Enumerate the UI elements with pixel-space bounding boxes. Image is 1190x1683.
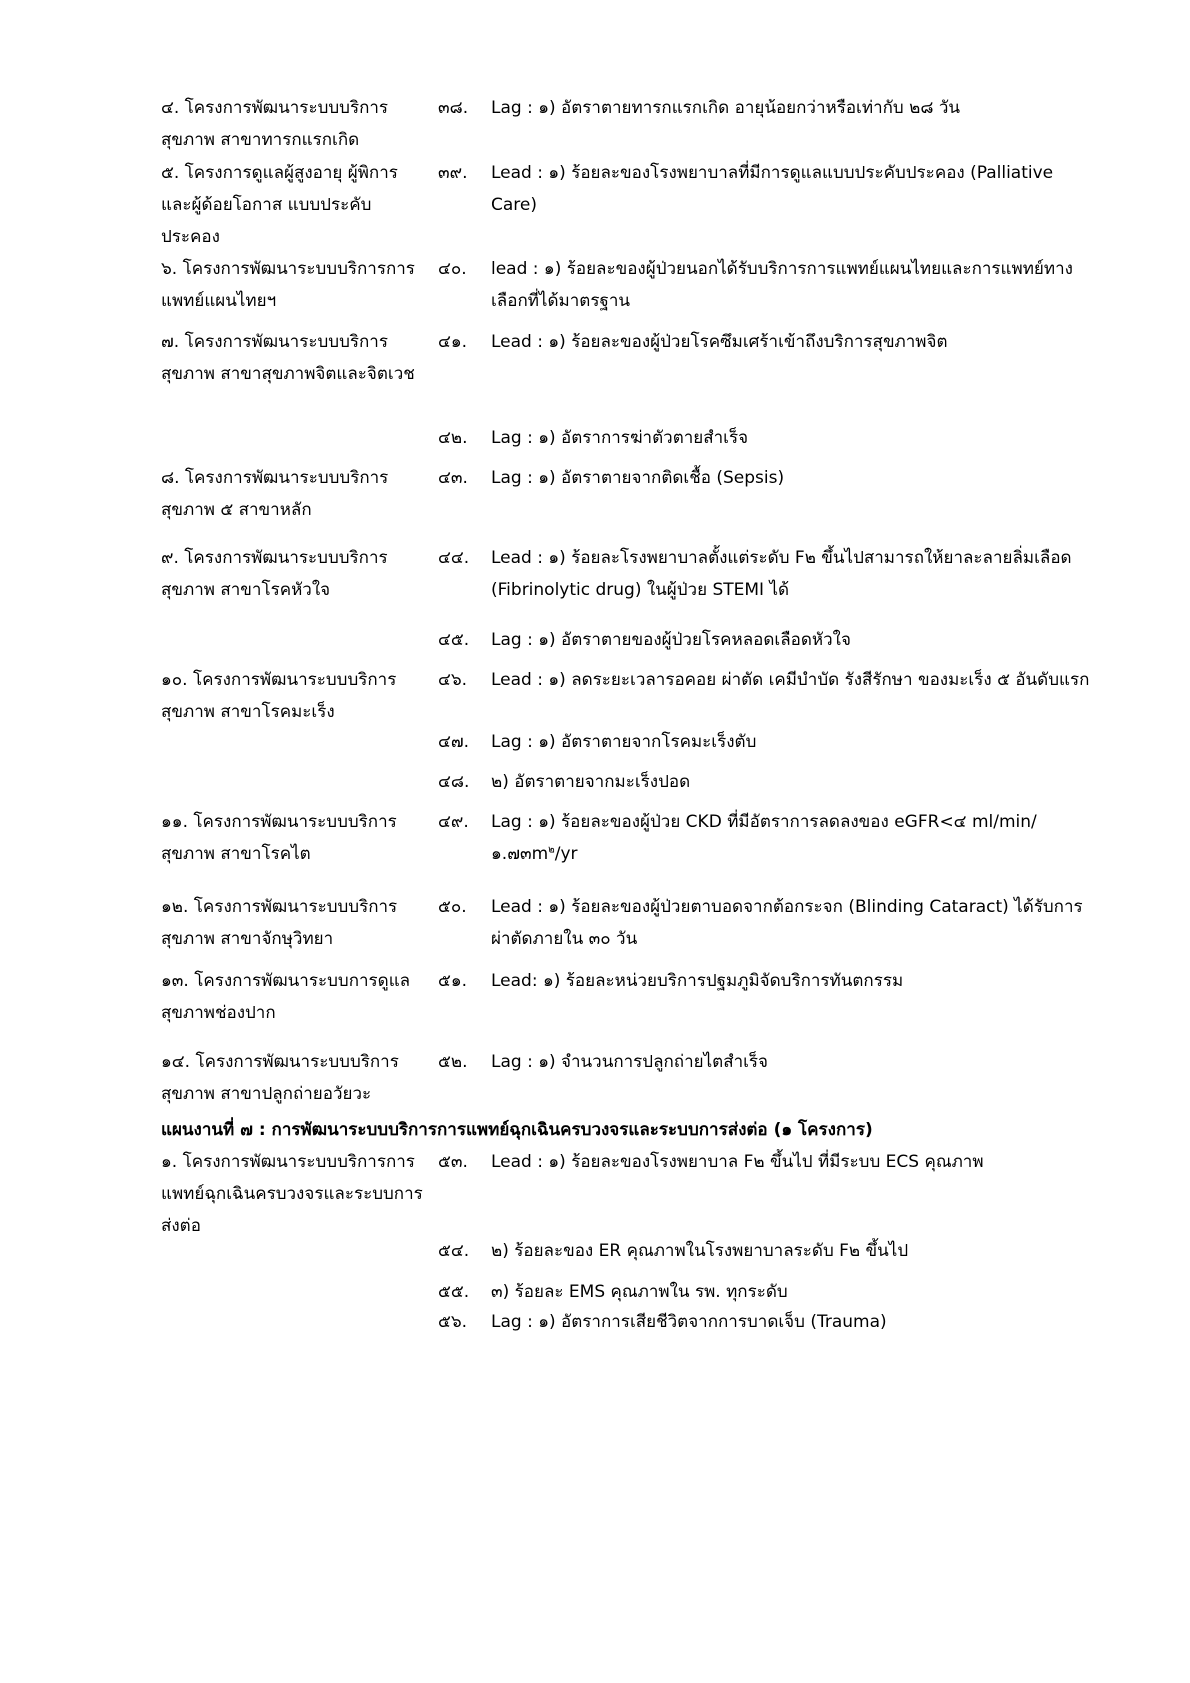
indicator-number: ๔๗. — [438, 732, 470, 752]
indicator-text: Lag : ๑) อัตราการเสียชีวิตจากการบาดเจ็บ (Trauma) — [491, 1312, 887, 1332]
indicator-number: ๔๒. — [438, 428, 468, 448]
indicator-text: ๒) ร้อยละของ ER คุณภาพในโรงพยาบาลระดับ F๒ ขึ้นไป — [491, 1241, 909, 1261]
project-label: ๕. โครงการดูแลผู้สูงอายุ ผู้พิการและผู้ด้อยโอกาส แบบประคับประคอง — [161, 163, 398, 247]
indicator-text: Lead : ๑) ร้อยละของผู้ป่วยตาบอดจากต้อกระจก (Blinding Cataract) ได้รับการผ่าตัดภายใน ๓๐ วัน — [491, 897, 1083, 949]
indicator-text: Lead : ๑) ลดระยะเวลารอคอย ผ่าตัด เคมีบำบัด รังสีรักษา ของมะเร็ง ๕ อันดับแรก — [491, 670, 1090, 690]
indicator-text-main: Lag : ๑) ร้อยละของผู้ป่วย CKD ที่มีอัตราการลดลงของ eGFR<๔ ml/min/๑.๗๓m — [491, 812, 1037, 864]
indicator-text: Lag : ๑) อัตราการฆ่าตัวตายสำเร็จ — [491, 428, 749, 448]
indicator-number: ๔๖. — [438, 670, 468, 690]
indicator-number: ๓๘. — [438, 98, 469, 118]
indicator-text: Lag : ๑) อัตราตายทารกแรกเกิด อายุน้อยกว่าหรือเท่ากับ ๒๘ วัน — [491, 98, 961, 118]
project-label: ๗. โครงการพัฒนาระบบบริการสุขภาพ สาขาสุขภาพจิตและจิตเวช — [161, 332, 415, 384]
indicator-number: ๓๙. — [438, 163, 468, 183]
indicator-text: ๓) ร้อยละ EMS คุณภาพใน รพ. ทุกระดับ — [491, 1282, 788, 1302]
project-label: ๔. โครงการพัฒนาระบบบริการสุขภาพ สาขาทารกแรกเกิด — [161, 98, 389, 150]
indicator-text: ๒) อัตราตายจากมะเร็งปอด — [491, 772, 691, 792]
plan-heading: แผนงานที่ ๗ : การพัฒนาระบบบริการการแพทย์ฉุกเฉินครบวงจรและระบบการส่งต่อ (๑ โครงการ) — [161, 1120, 873, 1140]
indicator-text: Lead: ๑) ร้อยละหน่วยบริการปฐมภูมิจัดบริการทันตกรรม — [491, 971, 904, 991]
indicator-number: ๕๖. — [438, 1312, 468, 1332]
indicator-number: ๔๑. — [438, 332, 468, 352]
superscript: ๒ — [548, 844, 555, 856]
indicator-text: Lag : ๑) อัตราตายของผู้ป่วยโรคหลอดเลือดหัวใจ — [491, 630, 851, 650]
project-label: ๑๔. โครงการพัฒนาระบบบริการสุขภาพ สาขาปลูกถ่ายอวัยวะ — [161, 1052, 399, 1104]
indicator-text: Lead : ๑) ร้อยละของโรงพยาบาล F๒ ขึ้นไป ที่มีระบบ ECS คุณภาพ — [491, 1152, 984, 1172]
project-label: ๑๒. โครงการพัฒนาระบบบริการสุขภาพ สาขาจักษุวิทยา — [161, 897, 398, 949]
project-label: ๑๐. โครงการพัฒนาระบบบริการสุขภาพ สาขาโรคมะเร็ง — [161, 670, 397, 722]
indicator-number: ๕๐. — [438, 897, 467, 917]
project-label: ๙. โครงการพัฒนาระบบบริการสุขภาพ สาขาโรคหัวใจ — [161, 548, 388, 600]
indicator-number: ๕๒. — [438, 1052, 468, 1072]
project-label: ๑๓. โครงการพัฒนาระบบการดูแลสุขภาพช่องปาก — [161, 971, 411, 1023]
indicator-text: Lead : ๑) ร้อยละโรงพยาบาลตั้งแต่ระดับ F๒ ขึ้นไปสามารถให้ยาละลายลิ่มเลือด (Fibrinolytic drug) ในผู้ป่วย STEMI ได้ — [491, 548, 1072, 600]
indicator-text: Lag : ๑) จำนวนการปลูกถ่ายไตสำเร็จ — [491, 1052, 769, 1072]
indicator-text: Lag : ๑) อัตราตายจากโรคมะเร็งตับ — [491, 732, 757, 752]
indicator-number: ๔๙. — [438, 812, 469, 832]
indicator-number: ๕๑. — [438, 971, 468, 991]
indicator-number: ๔๕. — [438, 630, 470, 650]
indicator-text: Lag : ๑) อัตราตายจากติดเชื้อ (Sepsis) — [491, 468, 785, 488]
project-label: ๑๑. โครงการพัฒนาระบบบริการสุขภาพ สาขาโรคไต — [161, 812, 397, 864]
indicator-number: ๔๓. — [438, 468, 468, 488]
indicator-text: Lead : ๑) ร้อยละของโรงพยาบาลที่มีการดูแลแบบประคับประคอง (Palliative Care) — [491, 163, 1054, 215]
indicator-number: ๔๔. — [438, 548, 470, 568]
project-label: ๑. โครงการพัฒนาระบบบริการการแพทย์ฉุกเฉินครบวงจรและระบบการส่งต่อ — [161, 1152, 423, 1236]
indicator-number: ๔๘. — [438, 772, 470, 792]
indicator-text: lead : ๑) ร้อยละของผู้ป่วยนอกได้รับบริการการแพทย์แผนไทยและการแพทย์ทางเลือกที่ได้มาตรฐาน — [491, 259, 1073, 311]
indicator-number: ๔๐. — [438, 259, 467, 279]
indicator-number: ๕๔. — [438, 1241, 470, 1261]
indicator-number: ๕๕. — [438, 1282, 470, 1302]
indicator-text — [491, 806, 1091, 870]
indicator-text: Lead : ๑) ร้อยละของผู้ป่วยโรคซึมเศร้าเข้าถึงบริการสุขภาพจิต — [491, 332, 948, 352]
project-label: ๖. โครงการพัฒนาระบบบริการการแพทย์แผนไทยฯ — [161, 259, 415, 311]
indicator-text-tail: /yr — [554, 844, 578, 864]
indicator-number: ๕๓. — [438, 1152, 468, 1172]
project-label: ๘. โครงการพัฒนาระบบบริการสุขภาพ ๕ สาขาหลัก — [161, 468, 389, 520]
